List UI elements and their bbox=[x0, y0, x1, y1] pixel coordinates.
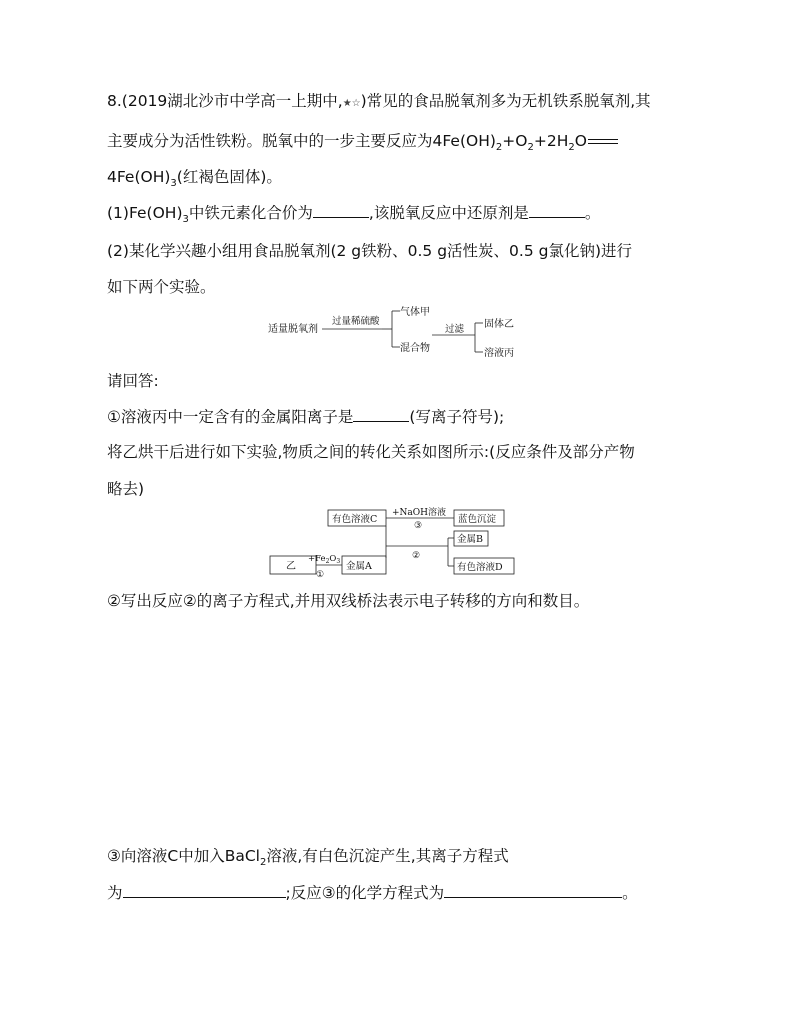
reagent-fe2o3: $+Fe_2O_3$ bbox=[308, 554, 341, 565]
reaction-1-label: ① bbox=[316, 570, 325, 580]
box-yi: 乙 bbox=[286, 561, 296, 572]
question-stem: 常见的食品脱氧剂多为无机铁系脱氧剂,其 bbox=[366, 92, 651, 110]
answer-blank-cation[interactable] bbox=[353, 407, 409, 422]
reaction-2-label: ② bbox=[412, 551, 421, 561]
part-2-line-1: (2)某化学兴趣小组用食品脱氧剂(2 g铁粉、0.5 g活性炭、0.5 g氯化钠)进行 bbox=[107, 242, 633, 260]
conversion-flowchart-2 bbox=[262, 506, 542, 582]
question-number: 8. bbox=[107, 92, 122, 110]
question-source: (2019湖北沙市中学高一上期中, bbox=[121, 92, 343, 110]
difficulty-stars-icon: ★☆ bbox=[342, 98, 361, 109]
reaction-3-label: ③ bbox=[414, 521, 423, 531]
box-metal-b: 金属B bbox=[457, 534, 483, 545]
equals-double-line bbox=[588, 139, 618, 144]
box-metal-a: 金属A bbox=[346, 561, 372, 572]
question-8-line-2: 主要成分为活性铁粉。脱氧中的一步主要反应为$4Fe(OH)_2+O_2+2H_2O$ bbox=[107, 130, 618, 159]
answer-blank-valence[interactable] bbox=[313, 203, 369, 218]
answer-area[interactable] bbox=[107, 620, 687, 830]
box-blue-precipitate: 蓝色沉淀 bbox=[458, 514, 497, 525]
instruction-line-2: 略去) bbox=[107, 480, 145, 498]
part-1: $(1)Fe(OH)_3$中铁元素化合价为 ,该脱氧反应中还原剂是 。 bbox=[107, 204, 601, 226]
flow1-reagent: 过量稀硫酸 bbox=[332, 316, 380, 327]
question-8-line-1: 8.(2019湖北沙市中学高一上期中,★☆)常见的食品脱氧剂多为无机铁系脱氧剂,其 bbox=[107, 92, 651, 110]
answer-blank-ionic-equation[interactable] bbox=[123, 883, 286, 898]
part-2-line-2: 如下两个实验。 bbox=[107, 278, 216, 296]
flow1-solution: 溶液丙 bbox=[484, 348, 514, 359]
box-solution-d: 有色溶液D bbox=[457, 562, 503, 573]
flow1-filter: 过滤 bbox=[445, 324, 465, 335]
reagent-naoh: +NaOH溶液 bbox=[392, 508, 447, 518]
please-answer: 请回答: bbox=[107, 372, 159, 390]
sub-question-3-line-2: 为 ;反应③的化学方程式为 。 bbox=[107, 884, 638, 902]
answer-blank-reductant[interactable] bbox=[529, 203, 585, 218]
flow1-start: 适量脱氧剂 bbox=[268, 324, 318, 335]
question-8-line-3: $4Fe(OH)_3$(红褐色固体)。 bbox=[107, 168, 282, 190]
experiment-flowchart-1 bbox=[260, 300, 540, 368]
sub-question-1: ①溶液丙中一定含有的金属阳离子是 (写离子符号); bbox=[107, 408, 505, 426]
flow1-solid: 固体乙 bbox=[484, 319, 514, 330]
sub-question-2: ②写出反应②的离子方程式,并用双线桥法表示电子转移的方向和数目。 bbox=[107, 592, 590, 610]
instruction-line-1: 将乙烘干后进行如下实验,物质之间的转化关系如图所示:(反应条件及部分产物 bbox=[107, 443, 635, 461]
flow1-mixture: 混合物 bbox=[400, 343, 430, 354]
sub-question-3-line-1: ③向溶液C中加入BaCl$_2$溶液,有白色沉淀产生,其离子方程式 bbox=[107, 847, 509, 869]
flow1-gas: 气体甲 bbox=[400, 307, 430, 318]
box-solution-c: 有色溶液C bbox=[332, 514, 378, 525]
answer-blank-chemical-equation[interactable] bbox=[444, 883, 622, 898]
